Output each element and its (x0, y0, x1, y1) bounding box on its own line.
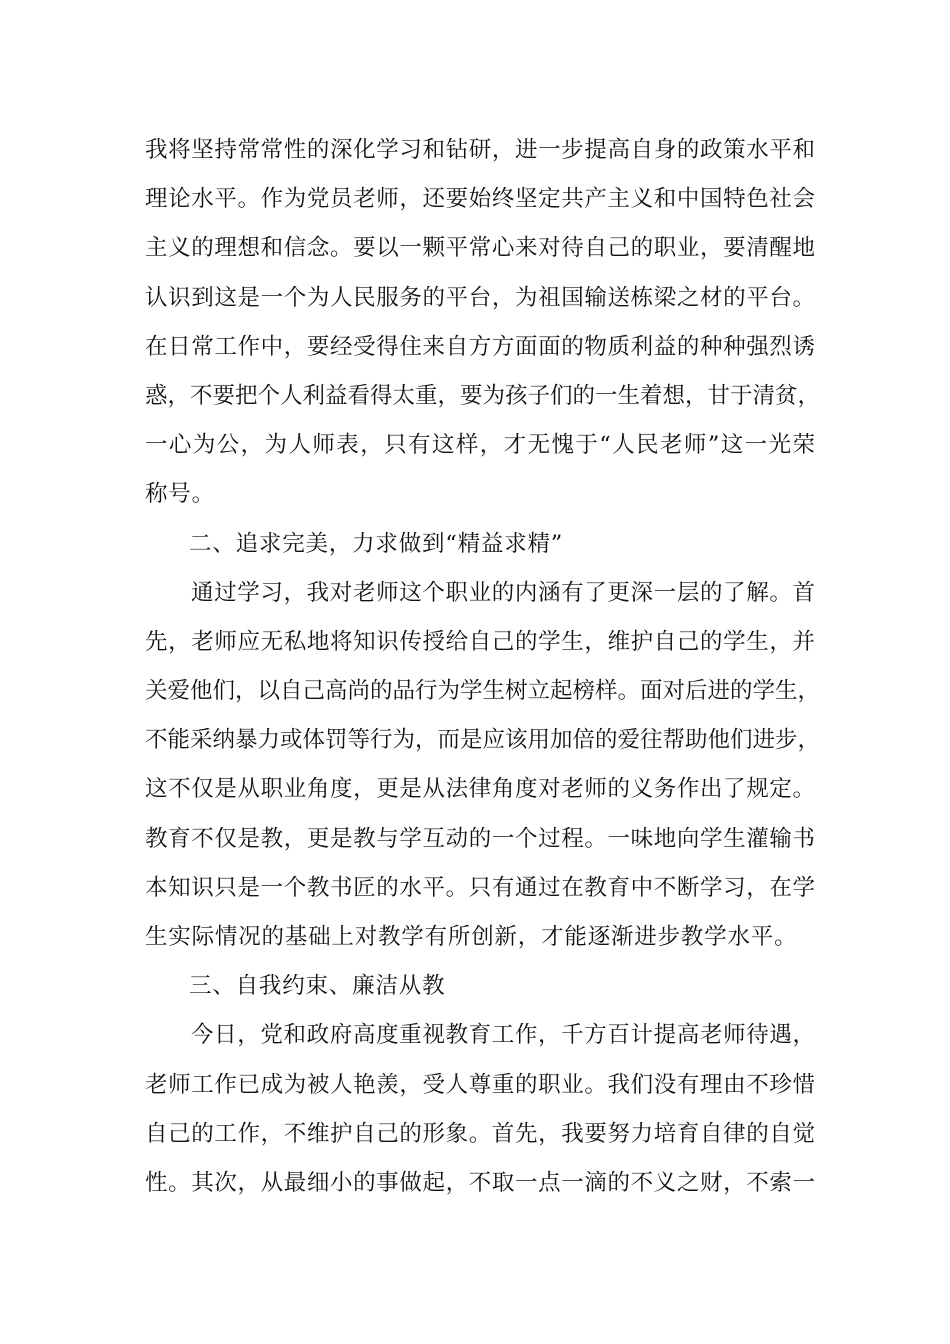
text-line: 一心为公，为人师表，只有这样，才无愧于“人民老师”这一光荣 (145, 432, 815, 459)
text-line: 老师工作已成为被人艳羡，受人尊重的职业。我们没有理由不珍惜 (145, 1071, 815, 1098)
text-line: 主义的理想和信念。要以一颗平常心来对待自己的职业，要清醒地 (145, 235, 815, 262)
text-line: 我将坚持常常性的深化学习和钻研，进一步提高自身的政策水平和 (145, 137, 815, 163)
text-line: 称号。 (145, 481, 215, 508)
text-line: 教育不仅是教，更是教与学互动的一个过程。一味地向学生灌输书 (145, 825, 815, 852)
text-line: 在日常工作中，要经受得住来自方方面面的物质利益的种种强烈诱 (145, 333, 815, 360)
text-line: 先，老师应无私地将知识传授给自己的学生，维护自己的学生，并 (145, 628, 815, 655)
text-line: 自己的工作，不维护自己的形象。首先，我要努力培育自律的自觉 (145, 1120, 815, 1147)
text-line: 惑，不要把个人利益看得太重，要为孩子们的一生着想，甘于清贫， (145, 382, 821, 409)
text-line: 不能采纳暴力或体罚等行为，而是应该用加倍的爱往帮助他们进步， (145, 727, 821, 754)
document-page (145, 126, 821, 1208)
text-line: 本知识只是一个教书匠的水平。只有通过在教育中不断学习，在学 (145, 874, 815, 901)
text-line: 这不仅是从职业角度，更是从法律角度对老师的义务作出了规定。 (145, 776, 815, 803)
text-line: 生实际情况的基础上对教学有所创新，才能逐渐进步教学水平。 (145, 924, 798, 950)
text-line: 理论水平。作为党员老师，还要始终坚定共产主义和中国特色社会 (145, 186, 815, 213)
text-line: 通过学习，我对老师这个职业的内涵有了更深一层的了解。首 (191, 579, 815, 606)
text-line: 性。其次，从最细小的事做起，不取一点一滴的不义之财，不索一 (145, 1169, 815, 1196)
section-heading: 二、追求完美，力求做到“精益求精” (189, 530, 564, 557)
text-line: 认识到这是一个为人民服务的平台，为祖国输送栋梁之材的平台。 (145, 284, 815, 311)
text-line: 关爱他们，以自己高尚的品行为学生树立起榜样。面对后进的学生， (145, 678, 821, 705)
text-line: 今日，党和政府高度重视教育工作，千方百计提高老师待遇， (191, 1022, 815, 1049)
section-heading: 三、自我约束、廉洁从教 (189, 973, 446, 1000)
